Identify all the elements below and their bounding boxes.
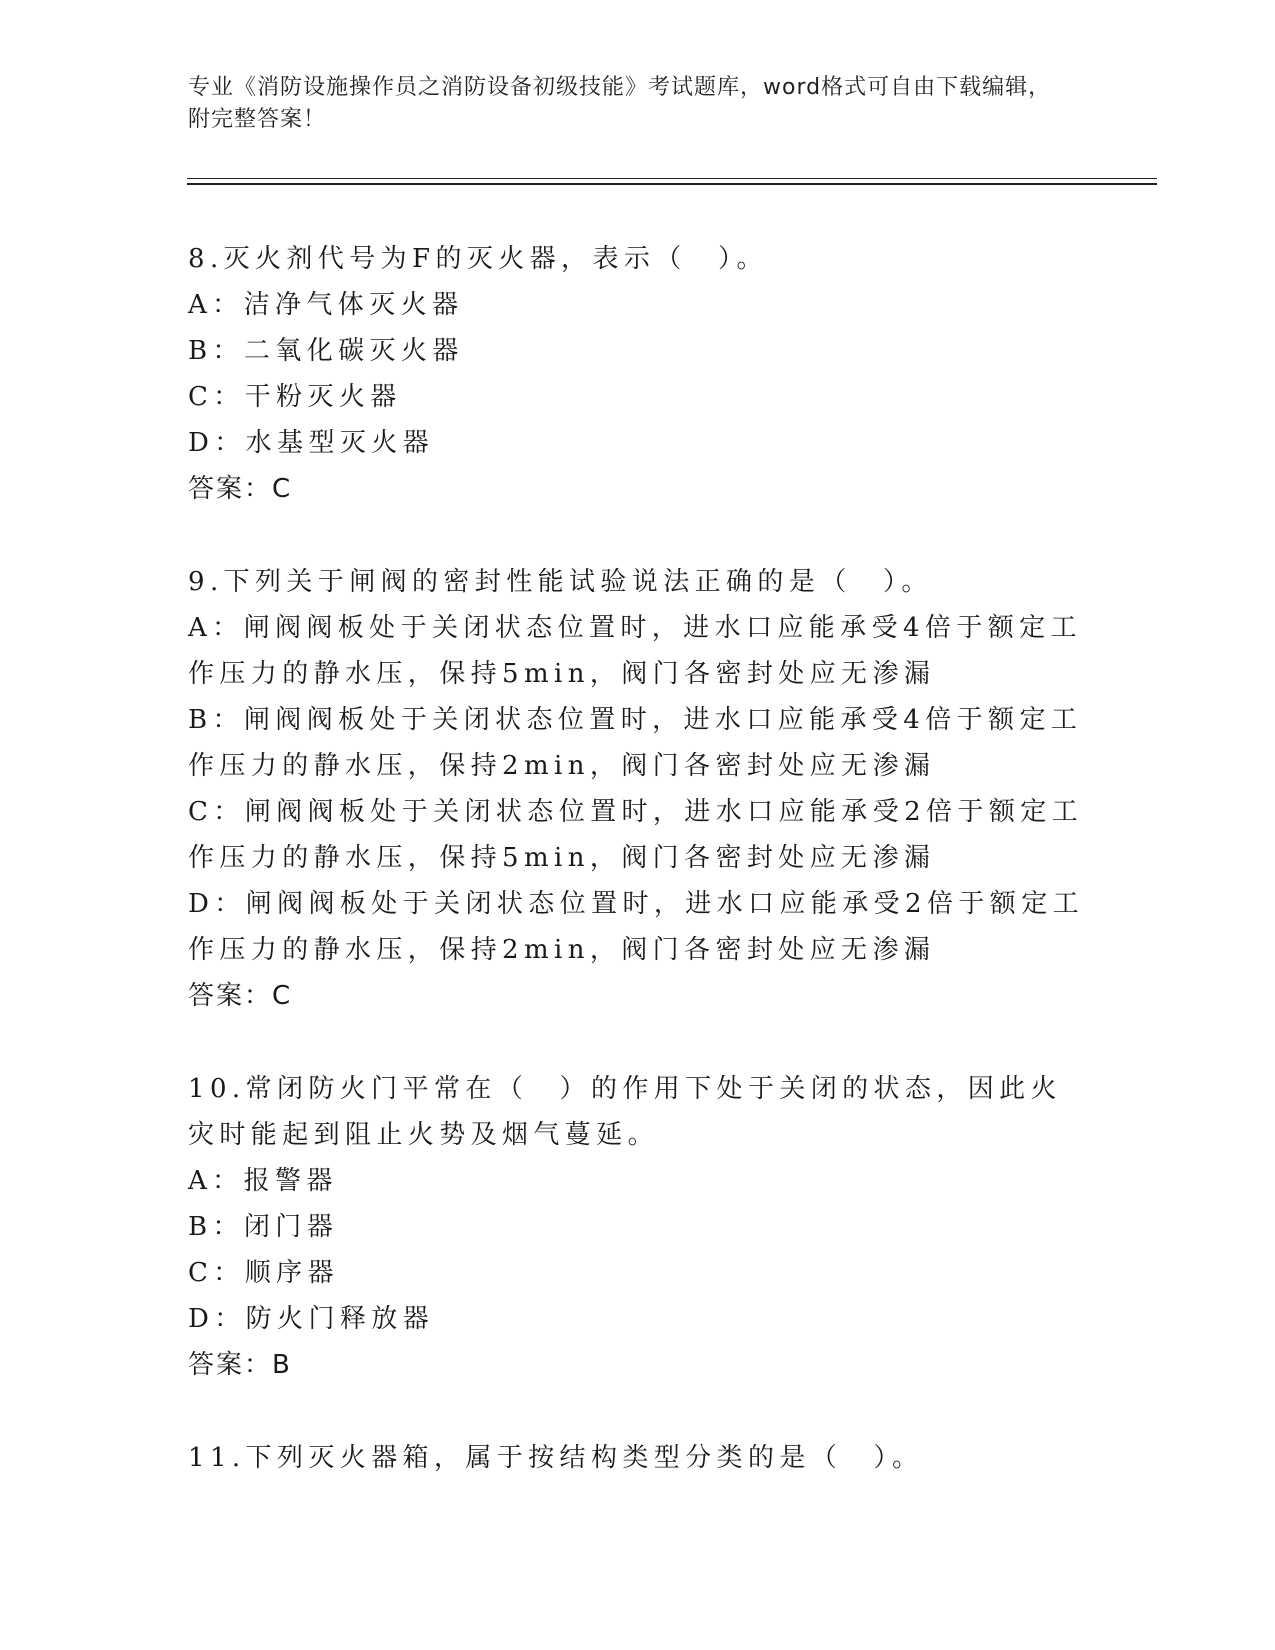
answer-text: 答案：C — [188, 981, 293, 1011]
option-a: A：报警器 — [188, 1166, 338, 1196]
question-10 — [188, 1066, 1088, 1388]
option-a: A：闸阀阀板处于关闭状态位置时，进水口应能承受4倍于额定工作压力的静水压，保持5min，阀门各密封处应无渗漏 — [188, 613, 1082, 689]
question-stem: 8.灭火剂代号为F的灭火器，表示（ ）。 — [188, 244, 768, 274]
option-b: B：二氧化碳灭火器 — [188, 336, 464, 366]
option-c: C：干粉灭火器 — [188, 382, 402, 412]
question-stem: 11.下列灭火器箱，属于按结构类型分类的是（ ）。 — [188, 1443, 924, 1473]
option-b: B：闭门器 — [188, 1212, 339, 1242]
question-stem: 9.下列关于闸阀的密封性能试验说法正确的是（ ）。 — [188, 567, 933, 597]
answer-text: 答案：B — [188, 1350, 292, 1380]
option-d: D：闸阀阀板处于关闭状态位置时，进水口应能承受2倍于额定工作压力的静水压，保持2min，阀门各密封处应无渗漏 — [188, 889, 1084, 965]
option-c: C：顺序器 — [188, 1258, 339, 1288]
option-d: D：防火门释放器 — [188, 1304, 435, 1334]
header-divider-bottom — [187, 183, 1157, 185]
answer-text: 答案：C — [188, 474, 293, 504]
document-header — [188, 72, 1068, 136]
question-9 — [188, 559, 1088, 1019]
option-b: B：闸阀阀板处于关闭状态位置时，进水口应能承受4倍于额定工作压力的静水压，保持2min，阀门各密封处应无渗漏 — [188, 705, 1083, 781]
header-divider-top — [187, 178, 1157, 179]
question-8 — [188, 236, 1088, 512]
option-d: D：水基型灭火器 — [188, 428, 435, 458]
question-list — [188, 236, 1088, 1528]
question-stem: 10.常闭防火门平常在（ ）的作用下处于关闭的状态，因此火灾时能起到阻止火势及烟气蔓延。 — [188, 1074, 1062, 1150]
question-11 — [188, 1435, 1088, 1481]
option-c: C：闸阀阀板处于关闭状态位置时，进水口应能承受2倍于额定工作压力的静水压，保持5min，阀门各密封处应无渗漏 — [188, 797, 1084, 873]
header-intro: 专业《消防设施操作员之消防设备初级技能》考试题库，word格式可自由下载编辑，附完整答案！ — [188, 75, 1052, 132]
option-a: A：洁净气体灭火器 — [188, 290, 464, 320]
